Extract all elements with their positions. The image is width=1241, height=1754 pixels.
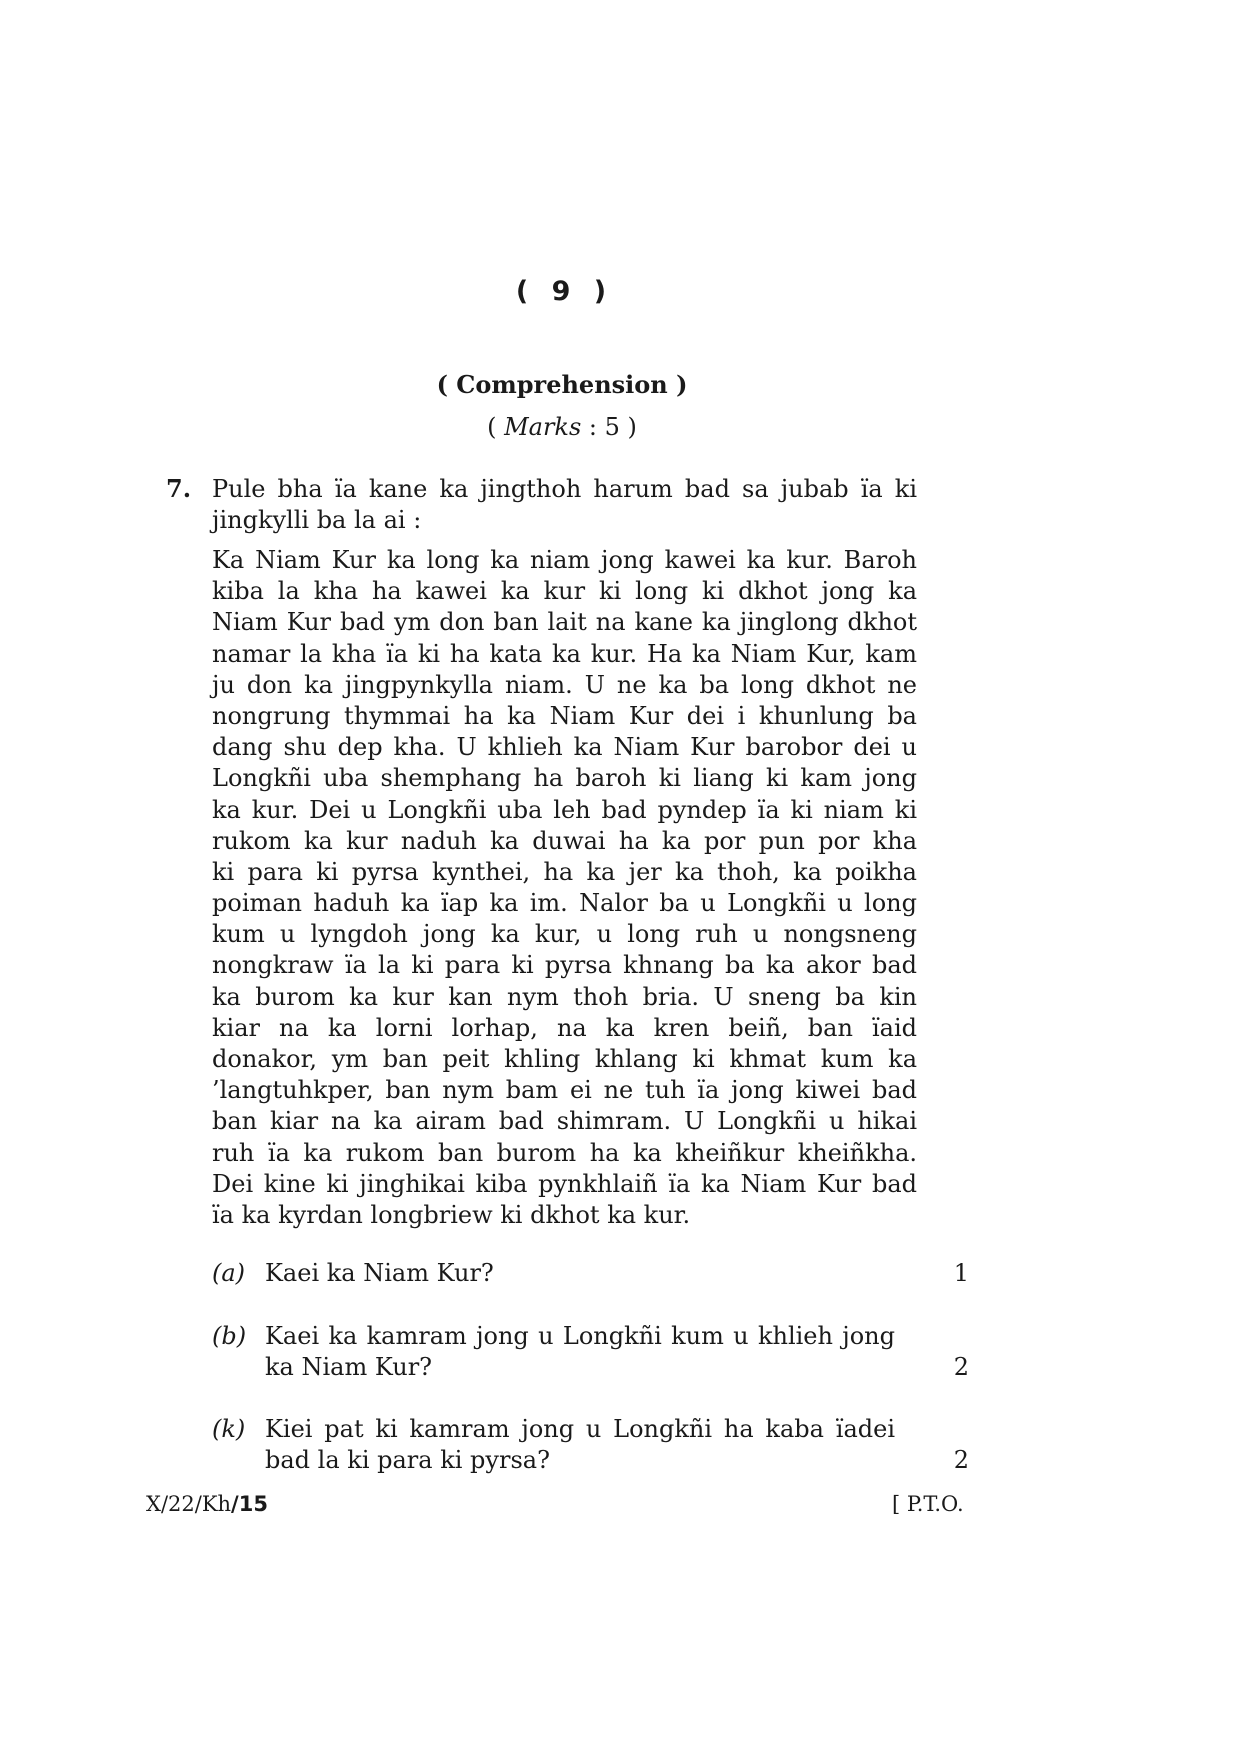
passage-line: poiman haduh ka ïap ka im. Nalor ba u Longkñi u long [212, 889, 917, 918]
passage-line: kiar na ka lorni lorhap, na ka kren beiñ, ban ïaid [212, 1013, 917, 1042]
passage-line: namar la kha ïa ki ha kata ka kur. Ha ka Niam Kur, kam [212, 639, 917, 668]
passage-line: dang shu dep kha. U khlieh ka Niam Kur barobor dei u [212, 733, 917, 762]
paper-code-prefix: X/22/Kh [146, 1492, 232, 1516]
passage-line: donakor, ym ban peit khling khlang ki khmat kum ka [212, 1045, 917, 1073]
passage-line: nongrung thymmai ha ka Niam Kur dei i khunlung ba [212, 701, 917, 730]
please-turn-over: [ P.T.O. [892, 1492, 964, 1516]
section-title: ( Comprehension ) [436, 370, 688, 399]
paper-code [146, 1492, 268, 1516]
marks-open: ( [487, 413, 505, 441]
sub-question-text: Kaei ka kamram jong u Longkñi kum u khlieh jong ka Niam Kur? [265, 1322, 895, 1381]
comprehension-passage [212, 545, 917, 1231]
question-intro: Pule bha ïa kane ka jingthoh harum bad sa jubab ïa ki jingkylli ba la ai : [212, 475, 917, 534]
sub-question-label: (b) [212, 1322, 247, 1350]
passage-line: nongkraw ïa la ki para ki pyrsa khnang ba ka akor bad [212, 951, 917, 980]
passage-line: kum u lyngdoh jong ka kur, u long ruh u nongsneng [212, 920, 917, 949]
passage-line: ïa ka kyrdan longbriew ki dkhot ka kur. [212, 1200, 691, 1229]
sub-question-text: Kiei pat ki kamram jong u Longkñi ha kaba ïadei bad la ki para ki pyrsa? [265, 1415, 895, 1474]
passage-line: kiba la kha ha kawei ka kur ki long ki dkhot jong ka [212, 577, 917, 606]
sub-question-marks: 2 [953, 1353, 969, 1381]
passage-line: ka burom ka kur kan nym thoh bria. U sneng ba kin [212, 982, 917, 1011]
passage-line: Dei kine ki jinghikai kiba pynkhlaiñ ïa ka Niam Kur bad [212, 1169, 917, 1198]
passage-line: ’langtuhkper, ban nym bam ei ne tuh ïa jong kiwei bad [212, 1076, 917, 1105]
passage-line: Niam Kur bad ym don ban lait na kane ka jinglong dkhot [212, 608, 917, 637]
marks-word: Marks [504, 413, 582, 441]
marks-rest: : 5 ) [581, 413, 637, 441]
passage-line: ruh ïa ka rukom ban burom ha ka kheiñkur kheiñkha. [212, 1138, 917, 1167]
passage-line: ban kiar na ka airam bad shimram. U Longkñi u hikai [212, 1107, 917, 1136]
sub-question-label: (a) [212, 1259, 246, 1287]
sub-question-text: Kaei ka Niam Kur? [265, 1259, 494, 1287]
sub-question-marks: 1 [953, 1259, 969, 1287]
question-number: 7. [166, 474, 192, 503]
marks-line [0, 413, 1124, 441]
sub-question-label: (k) [212, 1415, 246, 1443]
paper-code-suffix: /15 [231, 1492, 268, 1516]
sub-question-marks: 2 [953, 1446, 969, 1474]
passage-line: ju don ka jingpynkylla niam. U ne ka ba long dkhot ne [212, 670, 917, 699]
passage-line: ka kur. Dei u Longkñi uba leh bad pyndep ïa ki niam ki [212, 795, 917, 824]
passage-line: rukom ka kur naduh ka duwai ha ka por pun por kha [212, 826, 917, 855]
passage-line: ki para ki pyrsa kynthei, ha ka jer ka thoh, ka poikha [212, 857, 917, 886]
passage-line: Ka Niam Kur ka long ka niam jong kawei ka kur. Baroh [212, 546, 917, 574]
passage-line: Longkñi uba shemphang ha baroh ki liang ki kam jong [212, 764, 917, 793]
page-number: ( 9 ) [515, 276, 609, 307]
